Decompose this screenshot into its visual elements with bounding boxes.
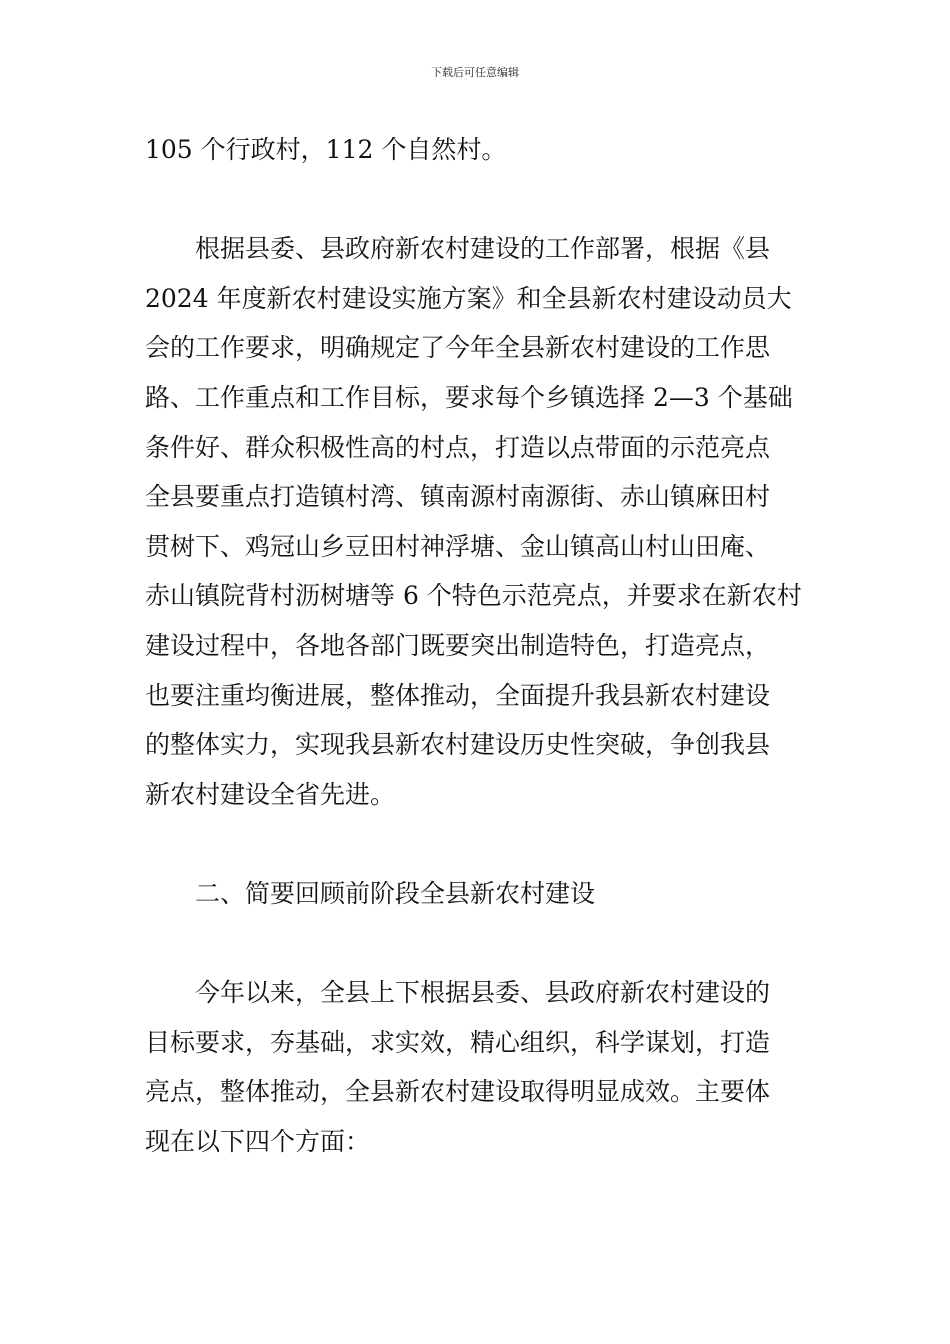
text-line: 也要注重均衡进展，整体推动，全面提升我县新农村建设 xyxy=(145,680,771,710)
paragraph-1 xyxy=(145,125,810,175)
page-header-note: 下载后可任意编辑 xyxy=(431,66,519,79)
text-line: 105 个行政村，112 个自然村。 xyxy=(145,135,507,164)
section-heading xyxy=(145,869,810,919)
text-line: 新农村建设全省先进。 xyxy=(145,779,396,809)
text-line: 现在以下四个方面： xyxy=(145,1126,371,1156)
text-line: 建设过程中，各地各部门既要突出制造特色，打造亮点， xyxy=(145,630,771,660)
paragraph-spacer xyxy=(145,819,810,869)
paragraph-2 xyxy=(145,224,810,819)
paragraph-spacer xyxy=(145,175,810,225)
document-body xyxy=(145,125,810,1166)
text-line: 目标要求，夯基础，求实效，精心组织，科学谋划，打造 xyxy=(145,1027,771,1057)
text-line: 会的工作要求，明确规定了今年全县新农村建设的工作思 xyxy=(145,333,771,363)
text-line: 全县要重点打造镇村湾、镇南源村南源街、赤山镇麻田村 xyxy=(145,482,771,512)
heading-line: 二、简要回顾前阶段全县新农村建设 xyxy=(145,878,596,908)
text-line: 亮点，整体推动，全县新农村建设取得明显成效。主要体 xyxy=(145,1077,771,1107)
text-line: 今年以来，全县上下根据县委、县政府新农村建设的 xyxy=(145,978,771,1008)
text-line: 贯树下、鸡冠山乡豆田村神浮塘、金山镇高山村山田庵、 xyxy=(145,531,771,561)
text-line: 条件好、群众积极性高的村点，打造以点带面的示范亮点 xyxy=(145,432,771,462)
paragraph-3 xyxy=(145,968,810,1166)
text-line: 赤山镇院背村沥树塘等 6 个特色示范亮点，并要求在新农村 xyxy=(145,581,802,611)
text-line: 路、工作重点和工作目标，要求每个乡镇选择 2—3 个基础 xyxy=(145,382,793,412)
text-line: 根据县委、县政府新农村建设的工作部署，根据《县 xyxy=(145,234,771,264)
text-line: 的整体实力，实现我县新农村建设历史性突破，争创我县 xyxy=(145,730,771,760)
paragraph-spacer xyxy=(145,919,810,969)
text-line: 2024 年度新农村建设实施方案》和全县新农村建设动员大 xyxy=(145,283,792,313)
